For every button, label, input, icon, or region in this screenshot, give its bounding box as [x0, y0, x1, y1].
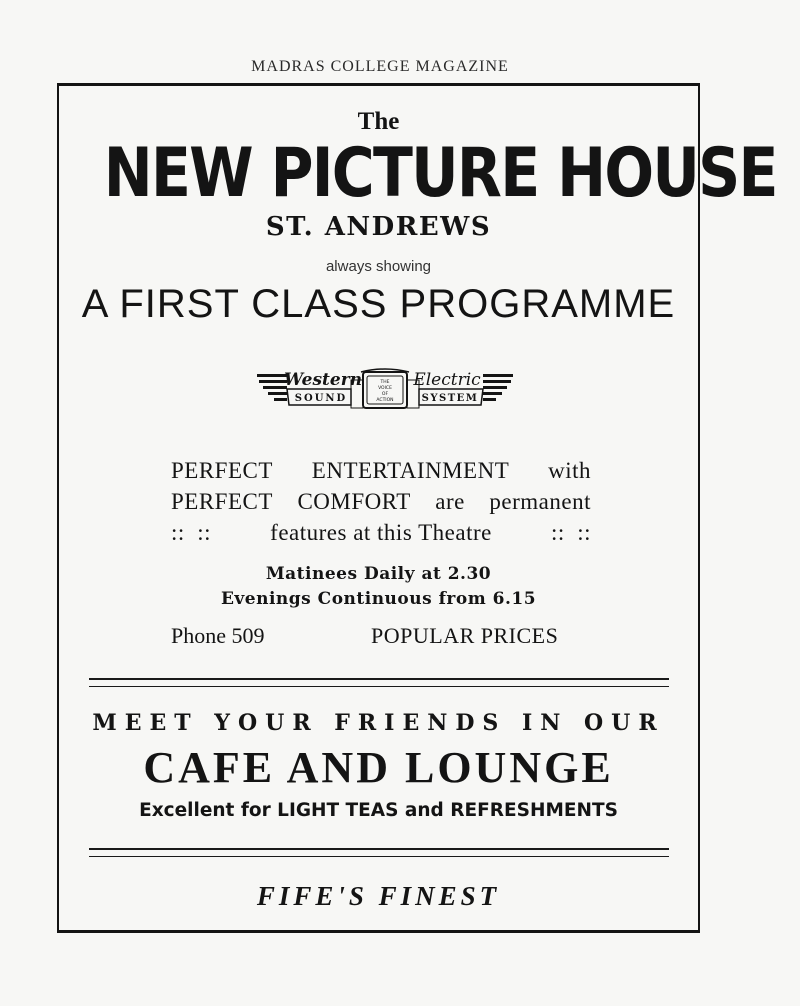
- advertisement-frame: [57, 83, 777, 933]
- features-word: PERFECT: [171, 489, 273, 514]
- cinema-location: ST. ANDREWS: [265, 212, 492, 242]
- double-rule-divider: [89, 848, 669, 857]
- logo-word-western: Western: [283, 370, 363, 390]
- logo-word-electric: Electric: [413, 370, 481, 390]
- features-word: permanent: [489, 489, 591, 514]
- logo-centre-line: THE: [380, 380, 390, 385]
- popular-prices: POPULAR PRICES: [371, 623, 559, 648]
- running-head: MADRAS COLLEGE MAGAZINE: [251, 58, 509, 75]
- logo-word-sound: SOUND: [294, 393, 348, 404]
- matinee-times: Matinees Daily at 2.30: [265, 564, 492, 584]
- features-word: ENTERTAINMENT: [311, 458, 510, 483]
- phone-number: Phone 509: [171, 623, 265, 648]
- features-word: with: [548, 458, 591, 483]
- title-article: The: [357, 108, 400, 135]
- evening-times: Evenings Continuous from 6.15: [220, 589, 537, 609]
- cinema-name: NEW PICTURE HOUSE: [103, 134, 777, 213]
- logo-centre-line: VOICE: [378, 386, 392, 391]
- cafe-lounge-title: CAFE AND LOUNGE: [143, 743, 614, 792]
- double-rule-divider: [89, 678, 669, 687]
- meet-friends-heading: MEET YOUR FRIENDS IN OUR: [92, 710, 665, 736]
- features-word: PERFECT: [171, 458, 273, 483]
- western-electric-logo: [255, 368, 515, 410]
- logo-centre-line: ACTION: [376, 398, 394, 403]
- logo-word-system: SYSTEM: [421, 393, 479, 404]
- features-line-3: [171, 520, 591, 546]
- features-text: features at this Theatre: [270, 520, 492, 545]
- always-showing-text: always showing: [325, 258, 432, 275]
- programme-heading: A FIRST CLASS PROGRAMME: [81, 282, 676, 326]
- features-word: COMFORT: [297, 489, 411, 514]
- features-colons: :: ::: [550, 520, 591, 545]
- features-word: are: [435, 489, 465, 514]
- footer-slogan: FIFE'S FINEST: [256, 881, 501, 911]
- features-colons: :: ::: [171, 520, 212, 545]
- features-line-2: [171, 489, 591, 515]
- logo-centre-line: OF: [381, 392, 389, 397]
- refreshments-text: Excellent for LIGHT TEAS and REFRESHMENTS: [139, 800, 618, 821]
- features-line-1: [171, 458, 591, 484]
